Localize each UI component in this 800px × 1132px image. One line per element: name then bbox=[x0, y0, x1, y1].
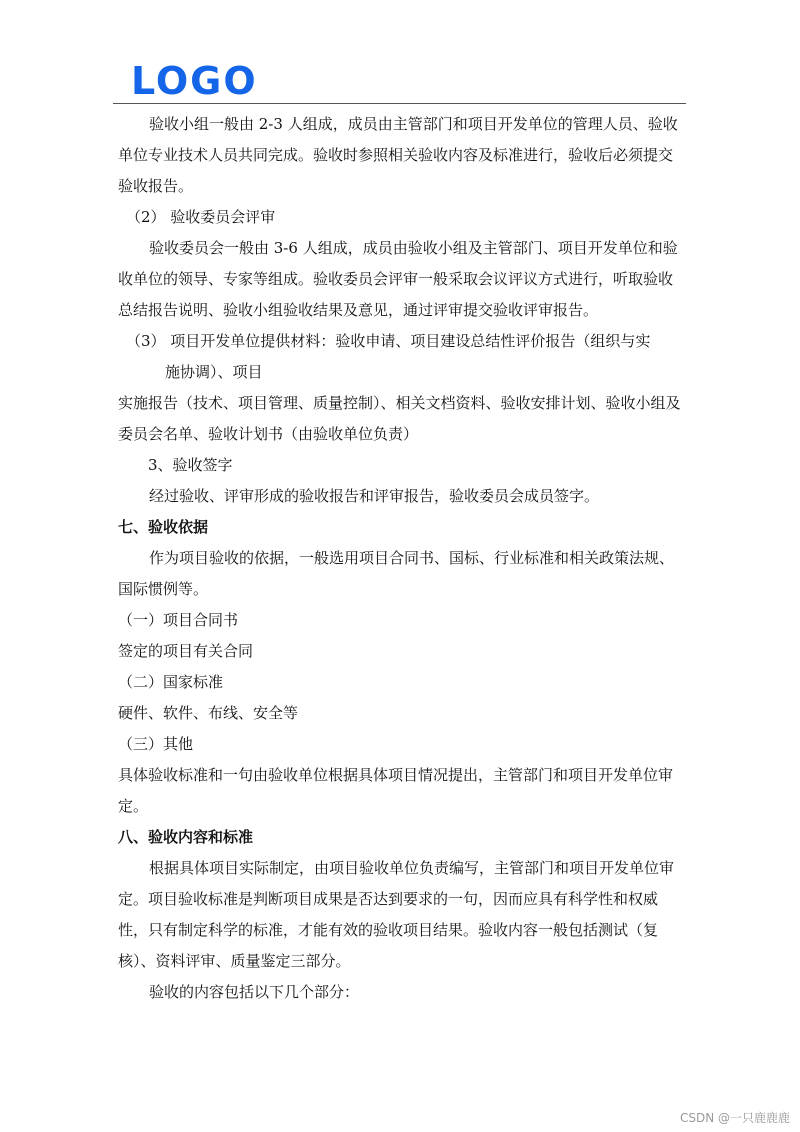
subheading-contract: （一）项目合同书 bbox=[118, 611, 239, 629]
paragraph-committee-review: 验收委员会一般由 3-6 人组成，成员由验收小组及主管部门、项目开发单位和验收单位的领导、专家等组成。验收委员会评审一般采取会议评议方式进行，听取验收总结报告说明、验收小组验收结果及意见，通过评审提交验收评审报告。 bbox=[118, 239, 678, 319]
subheading-national-standard: （二）国家标准 bbox=[118, 673, 224, 691]
logo: LOGO bbox=[131, 59, 258, 103]
paragraph-other: 具体验收标准和一句由验收单位根据具体项目情况提出，主管部门和项目开发单位审定。 bbox=[118, 766, 674, 815]
paragraph-acceptance-signature: 经过验收、评审形成的验收报告和评审报告，验收委员会成员签字。 bbox=[149, 487, 600, 505]
subheading-committee-review: （2） 验收委员会评审 bbox=[126, 208, 276, 226]
header-divider bbox=[113, 103, 686, 104]
document-body bbox=[118, 109, 684, 1008]
section-heading-content-standards: 八、验收内容和标准 bbox=[118, 828, 254, 846]
paragraph-content-parts: 验收的内容包括以下几个部分： bbox=[149, 983, 360, 1001]
paragraph-implementation-report: 实施报告（技术、项目管理、质量控制）、相关文档资料、验收安排计划、验收小组及委员会名单、验收计划书（由验收单位负责） bbox=[118, 394, 681, 443]
paragraph-acceptance-basis: 作为项目验收的依据，一般选用项目合同书、国标、行业标准和相关政策法规、国际惯例等。 bbox=[118, 549, 675, 598]
paragraph-acceptance-group: 验收小组一般由 2-3 人组成，成员由主管部门和项目开发单位的管理人员、验收单位专业技术人员共同完成。验收时参照相关验收内容及标准进行，验收后必须提交验收报告。 bbox=[118, 115, 678, 195]
paragraph-contract: 签定的项目有关合同 bbox=[118, 642, 254, 660]
csdn-watermark: CSDN @一只鹿鹿鹿 bbox=[679, 1111, 790, 1125]
paragraph-content-standards: 根据具体项目实际制定，由项目验收单位负责编写，主管部门和项目开发单位审定。项目验收标准是判断项目成果是否达到要求的一句，因而应具有科学性和权威性，只有制定科学的标准，才能有效的验收项目结果。验收内容一般包括测试（复核）、资料评审、质量鉴定三部分。 bbox=[118, 859, 675, 970]
subheading-other: （三）其他 bbox=[118, 735, 194, 753]
subheading-acceptance-signature: 3、验收签字 bbox=[148, 456, 233, 474]
paragraph-developer-materials-cont: 施协调）、项目 bbox=[165, 363, 263, 381]
section-heading-acceptance-basis: 七、验收依据 bbox=[118, 518, 209, 536]
subheading-developer-materials: （3） 项目开发单位提供材料：验收申请、项目建设总结性评价报告（组织与实 bbox=[126, 332, 651, 350]
paragraph-national-standard: 硬件、软件、布线、安全等 bbox=[118, 704, 299, 722]
